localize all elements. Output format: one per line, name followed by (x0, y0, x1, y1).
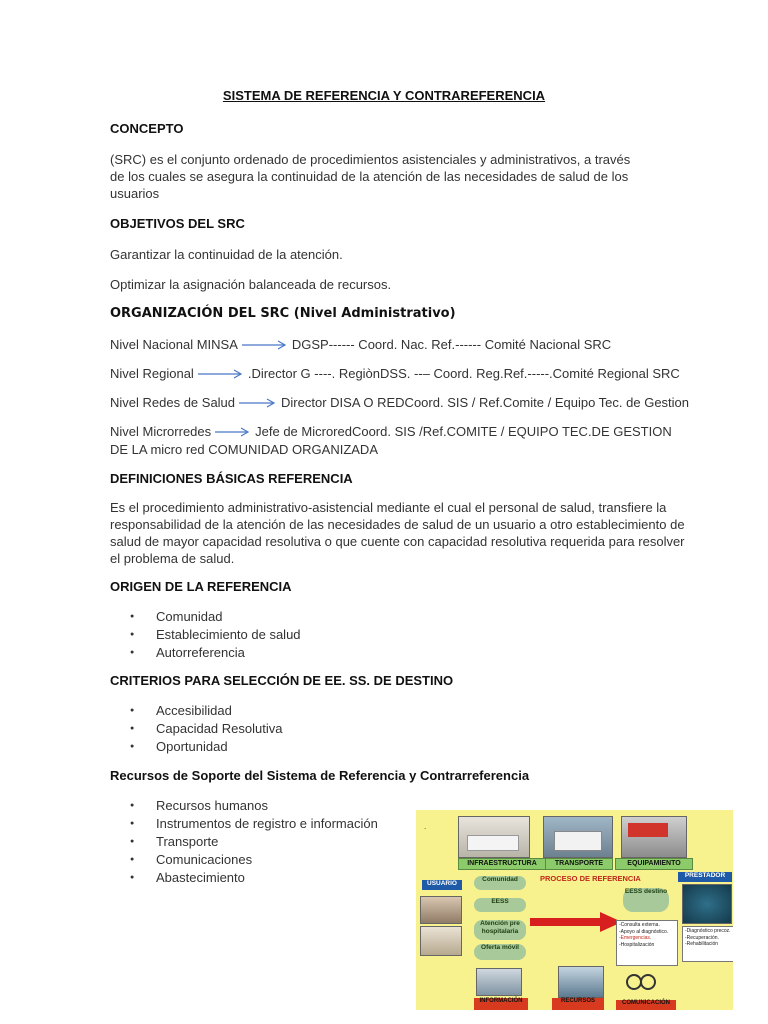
prestador-services-list (682, 926, 733, 962)
concepto-line-2: de los cuales se asegura la continuidad de la atención de las necesidades de salud de los (110, 169, 629, 184)
org-row-regional (110, 366, 680, 381)
infrastructure-photo (458, 816, 530, 858)
list-item: ● Instrumentos de registro e información (110, 815, 378, 833)
definicion-line: Es el procedimiento administrativo-asistencial mediante el cual el personal de salud, transfiere la (110, 500, 667, 515)
criterios-heading: CRITERIOS PARA SELECCIÓN DE EE. SS. DE DESTINO (110, 673, 454, 688)
arrow-right-icon (239, 398, 277, 408)
objetivo-item: Garantizar la continuidad de la atención. (110, 247, 343, 262)
communication-icon (622, 966, 658, 994)
box-eess: EESS (474, 898, 526, 912)
label-informacion: INFORMACIÓN (474, 998, 528, 1010)
org-level-label: Nivel Microrredes (110, 424, 212, 439)
organizacion-heading: ORGANIZACIÓN DEL SRC (Nivel Administrativo) (110, 306, 456, 321)
box-oferta-movil: Oferta móvil (474, 944, 526, 960)
definiciones-heading: DEFINICIONES BÁSICAS REFERENCIA (110, 471, 353, 486)
label-prestador: PRESTADOR (678, 872, 732, 882)
label-proceso-referencia: PROCESO DE REFERENCIA (540, 874, 641, 883)
prestador-photo (682, 884, 732, 924)
label-comunicacion: COMUNICACIÓN (616, 1000, 676, 1010)
label-usuario: USUARIO (422, 880, 462, 890)
list-item: ● Recursos humanos (110, 797, 378, 815)
concepto-line-3: usuarios (110, 186, 160, 201)
org-level-chain: .Director G ----. RegiònDSS. --– Coord. Reg.Ref.-----.Comité Regional SRC (247, 366, 680, 381)
org-level-label: Nivel Nacional MINSA (110, 337, 238, 352)
concepto-heading: CONCEPTO (110, 121, 184, 136)
definicion-line: responsabilidad de la atención de las necesidades de salud de un usuario a otro establecimiento de (110, 517, 685, 532)
list-item: -Apoyo al diagnóstico. (619, 928, 669, 935)
list-item: -Hospitalización (619, 941, 655, 948)
list-item: -Emergencias. (619, 935, 652, 941)
origen-heading: ORIGEN DE LA REFERENCIA (110, 579, 292, 594)
definicion-line: el problema de salud. (110, 551, 235, 566)
box-eess-destino: EESS destino (623, 888, 669, 912)
community-photo (420, 896, 462, 924)
red-arrow-icon (530, 912, 622, 932)
label-recursos: RECURSOS (552, 998, 604, 1010)
org-row-redes (110, 395, 689, 410)
list-item: ● Comunicaciones (110, 851, 378, 869)
list-item: -Diagnóstico precoz. (685, 928, 731, 934)
information-photo (476, 968, 522, 996)
objetivo-item: Optimizar la asignación balanceada de recursos. (110, 277, 392, 292)
org-row-microrredes (110, 424, 672, 439)
box-comunidad: Comunidad (474, 876, 526, 890)
label-transporte: TRANSPORTE (545, 858, 613, 870)
arrow-right-icon (242, 340, 288, 350)
criterios-list (110, 702, 282, 756)
ambulance-photo (543, 816, 613, 858)
list-item: ● Establecimiento de salud (110, 626, 301, 644)
arrow-right-icon (198, 369, 244, 379)
origen-list (110, 608, 301, 662)
list-item: ● Capacidad Resolutiva (110, 720, 282, 738)
equipment-photo (621, 816, 687, 858)
recursos-heading: Recursos de Soporte del Sistema de Referencia y Contrarreferencia (110, 768, 530, 783)
org-row-microrredes-continuation: DE LA micro red COMUNIDAD ORGANIZADA (110, 442, 378, 457)
definicion-line: salud de mayor capacidad resolutiva o que cuente con capacidad resolutiva requerida para resolver (110, 534, 685, 549)
concepto-line-1: (SRC) es el conjunto ordenado de procedimientos asistenciales y administrativos, a través (110, 152, 631, 167)
list-item: ● Accesibilidad (110, 702, 282, 720)
label-equipamiento: EQUIPAMIENTO (615, 858, 693, 870)
list-item: ● Abastecimiento (110, 869, 378, 887)
list-item: -Recuperación. (685, 934, 719, 941)
box-atencion-pre-hospitalaria: Atención pre hospitalaria (474, 920, 526, 940)
org-level-label: Nivel Redes de Salud (110, 395, 236, 410)
list-item: -Rehabilitación (685, 941, 719, 947)
resources-photo (558, 966, 604, 998)
list-item: ● Oportunidad (110, 738, 282, 756)
label-infraestructura: INFRAESTRUCTURA (458, 858, 546, 870)
org-level-label: Nivel Regional (110, 366, 194, 381)
recursos-list (110, 797, 378, 887)
referral-process-diagram: . INFRAESTRUCTURA TRANSPORTE EQUIPAMIENTO PRESTADOR USUARIO PROCESO DE REFERENCIA Comunidad EESS Atención pre hospitalaria Oferta móvil EESS destino -Consulta externa. -Apoyo al diagnóstico. -Emergencias. -Hospitalización -Diagnóstico precoz. -Recuperación. -Rehabilitación INFORMACIÓN RECURSOS COMUNICACIÓN (416, 810, 733, 1010)
list-item: ● Autorreferencia (110, 644, 301, 662)
destino-services-list (616, 920, 678, 966)
list-item: -Consulta externa. (619, 922, 660, 928)
org-level-chain: Director DISA O REDCoord. SIS / Ref.Comite / Equipo Tec. de Gestion (281, 395, 690, 410)
list-item: ● Transporte (110, 833, 378, 851)
objetivos-heading: OBJETIVOS DEL SRC (110, 216, 245, 231)
org-level-chain: Jefe de MicroredCoord. SIS /Ref.COMITE / EQUIPO TEC.DE GESTION (255, 424, 672, 439)
document-title: SISTEMA DE REFERENCIA Y CONTRAREFERENCIA (222, 88, 546, 103)
patient-photo (420, 926, 462, 956)
arrow-right-icon (215, 427, 251, 437)
org-level-chain: DGSP------ Coord. Nac. Ref.------ Comité Nacional SRC (291, 337, 612, 352)
org-row-nacional (110, 337, 611, 352)
list-item: ● Comunidad (110, 608, 301, 626)
